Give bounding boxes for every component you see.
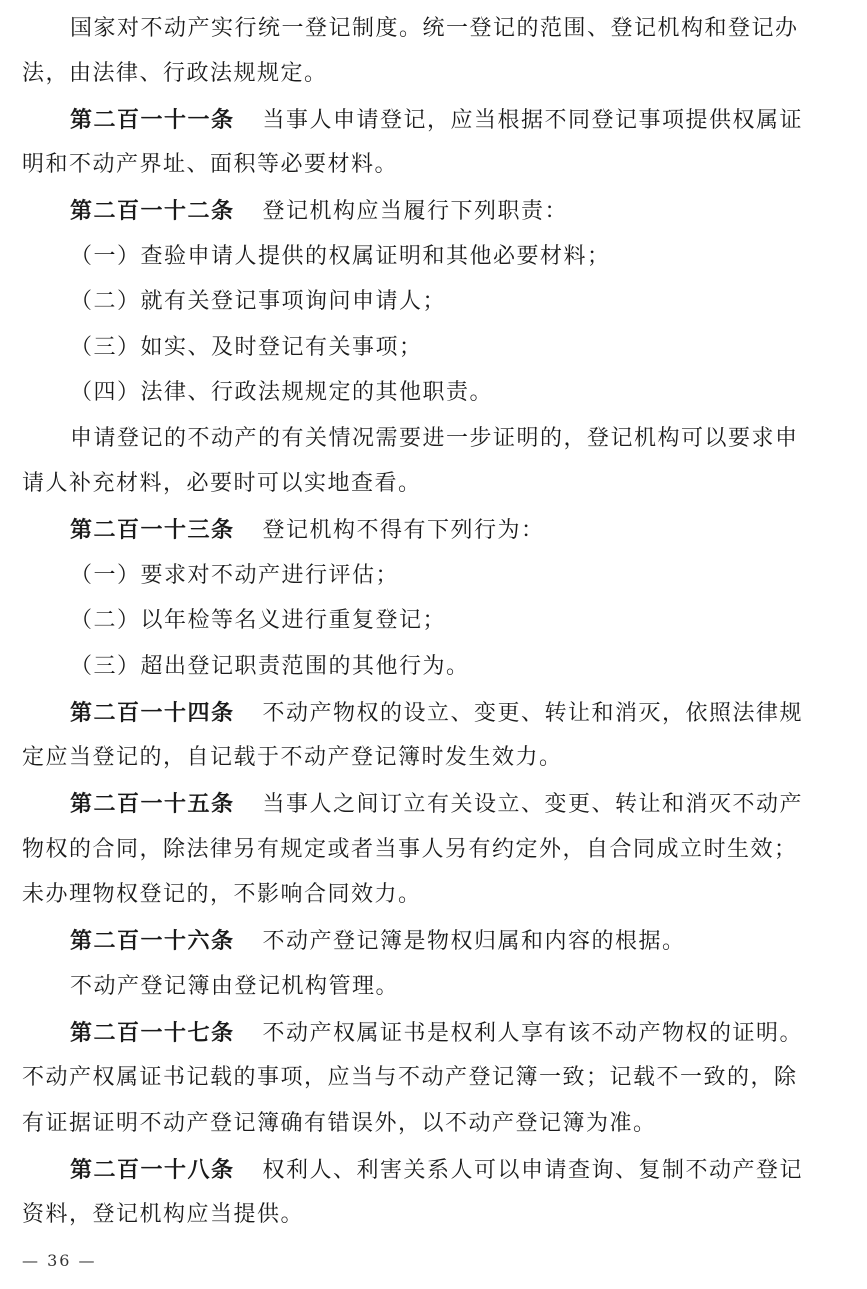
body-text: （四）法律、行政法规规定的其他职责。 — [70, 380, 494, 405]
body-text: 明和不动产界址、面积等必要材料。 — [22, 152, 399, 177]
body-text: 不动产权属证书是权利人享有该不动产物权的证明。 — [262, 1021, 804, 1046]
body-text: 登记机构应当履行下列职责： — [262, 199, 569, 224]
body-text: 不动产物权的设立、变更、转让和消灭，依照法律规 — [262, 701, 804, 726]
article-215 — [70, 789, 852, 820]
paragraph-line — [70, 424, 852, 454]
body-text: 登记机构不得有下列行为： — [262, 518, 545, 543]
article-211 — [70, 105, 852, 136]
article-212 — [70, 196, 852, 227]
body-text: （一）要求对不动产进行评估； — [70, 563, 400, 588]
paragraph-line — [22, 150, 852, 180]
body-text: 法，由法律、行政法规规定。 — [22, 61, 328, 86]
body-text: 不动产登记簿是物权归属和内容的根据。 — [262, 929, 686, 954]
article-217 — [70, 1018, 852, 1049]
body-text: 不动产权属证书记载的事项，应当与不动产登记簿一致；记载不一致的，除 — [22, 1065, 798, 1090]
article-title: 第二百一十六条 — [70, 928, 235, 954]
body-text: 国家对不动产实行统一登记制度。统一登记的范围、登记机构和登记办 — [70, 16, 799, 41]
body-text: （一）查验申请人提供的权属证明和其他必要材料； — [70, 244, 611, 269]
paragraph-line — [22, 743, 852, 773]
list-item — [70, 652, 852, 682]
article-title: 第二百一十五条 — [70, 791, 235, 817]
paragraph-line — [22, 1109, 852, 1139]
body-text: 权利人、利害关系人可以申请查询、复制不动产登记 — [262, 1158, 804, 1183]
paragraph-line — [22, 1063, 852, 1093]
article-title: 第二百一十二条 — [70, 198, 235, 224]
article-213 — [70, 515, 852, 546]
list-item — [70, 378, 852, 408]
body-text: 当事人申请登记，应当根据不同登记事项提供权属证 — [262, 108, 804, 133]
article-title: 第二百一十八条 — [70, 1157, 235, 1183]
list-item — [70, 606, 852, 636]
body-text: （二）以年检等名义进行重复登记； — [70, 608, 447, 633]
page-number: — 36 — — [22, 1251, 97, 1270]
paragraph-line — [22, 469, 852, 499]
body-text: （三）如实、及时登记有关事项； — [70, 335, 423, 360]
body-text: （二）就有关登记事项询问申请人； — [70, 289, 447, 314]
body-text: 有证据证明不动产登记簿确有错误外，以不动产登记簿为准。 — [22, 1111, 657, 1136]
paragraph-line — [70, 14, 852, 44]
list-item — [70, 242, 852, 272]
paragraph-line — [70, 972, 852, 1002]
body-text: 不动产登记簿由登记机构管理。 — [70, 974, 400, 999]
list-item — [70, 287, 852, 317]
body-text: 资料，登记机构应当提供。 — [22, 1202, 305, 1227]
body-text: （三）超出登记职责范围的其他行为。 — [70, 654, 470, 679]
paragraph-line — [22, 59, 852, 89]
article-title: 第二百一十四条 — [70, 700, 235, 726]
body-text: 申请登记的不动产的有关情况需要进一步证明的，登记机构可以要求申 — [70, 426, 799, 451]
article-216 — [70, 926, 852, 957]
paragraph-line — [22, 835, 852, 865]
article-214 — [70, 698, 852, 729]
body-text: 定应当登记的，自记载于不动产登记簿时发生效力。 — [22, 745, 563, 770]
paragraph-line — [22, 880, 852, 910]
article-218 — [70, 1155, 852, 1186]
article-title: 第二百一十七条 — [70, 1020, 235, 1046]
body-text: 请人补充材料，必要时可以实地查看。 — [22, 471, 422, 496]
body-text: 当事人之间订立有关设立、变更、转让和消灭不动产 — [262, 792, 804, 817]
article-title: 第二百一十三条 — [70, 517, 235, 543]
list-item — [70, 333, 852, 363]
body-text: 物权的合同，除法律另有规定或者当事人另有约定外，自合同成立时生效； — [22, 837, 798, 862]
article-title: 第二百一十一条 — [70, 107, 235, 133]
list-item — [70, 561, 852, 591]
paragraph-line — [22, 1200, 852, 1230]
body-text: 未办理物权登记的，不影响合同效力。 — [22, 882, 422, 907]
